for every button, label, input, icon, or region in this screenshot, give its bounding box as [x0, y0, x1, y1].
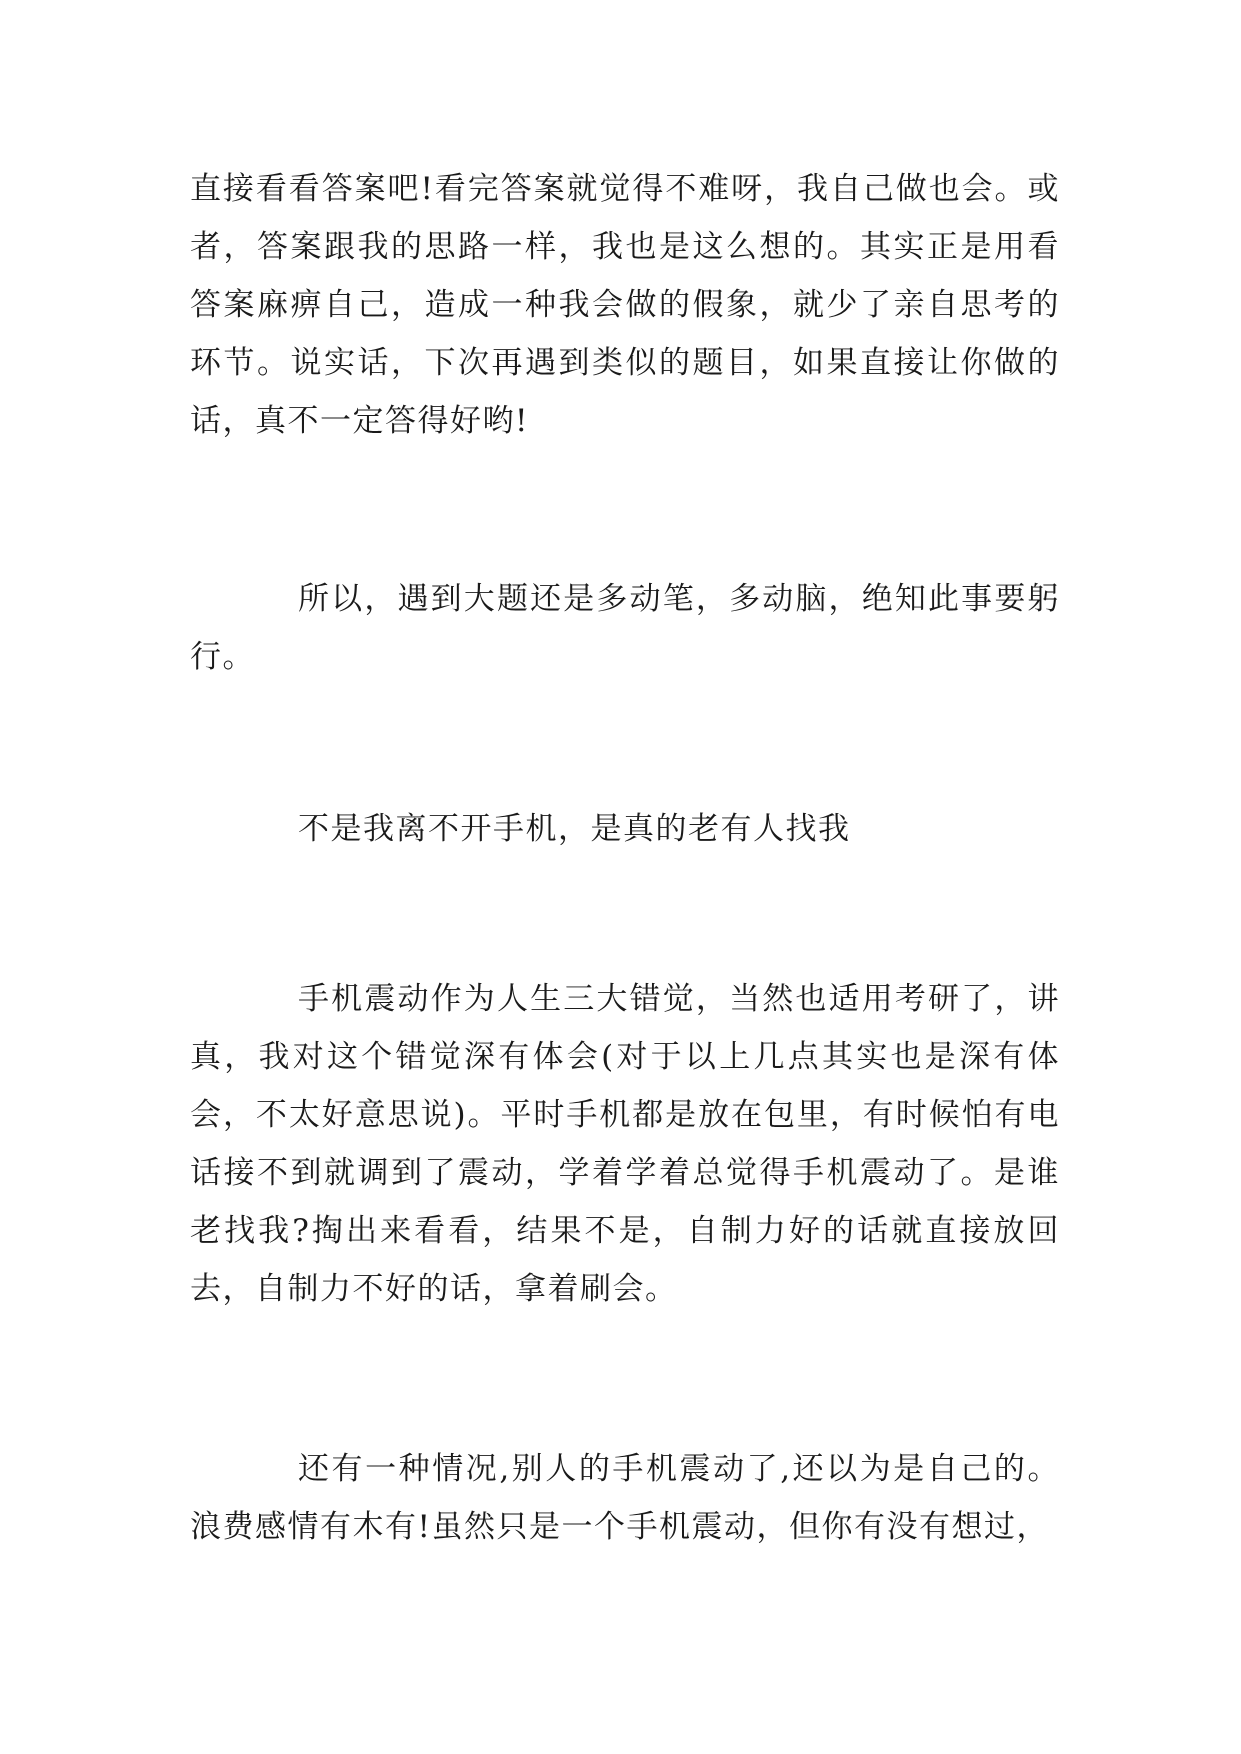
paragraph-answer-checking: 直接看看答案吧!看完答案就觉得不难呀，我自己做也会。或者，答案跟我的思路一样，我也是这么想的。其实正是用看答案麻痹自己，造成一种我会做的假象，就少了亲自思考的环节。说实话，下次再遇到类似的题目，如果直接让你做的话，真不一定答得好哟! [190, 171, 1060, 439]
paragraph-practice-advice: 所以，遇到大题还是多动笔，多动脑，绝知此事要躬行。 [190, 581, 1060, 675]
section-heading-phone: 不是我离不开手机，是真的老有人找我 [298, 811, 851, 847]
paragraph-other-phone: 还有一种情况,别人的手机震动了,还以为是自己的。浪费感情有木有!虽然只是一个手机震动，但你有没有想过， [190, 1451, 1060, 1545]
paragraph-phone-vibration: 手机震动作为人生三大错觉，当然也适用考研了，讲真，我对这个错觉深有体会(对于以上几点其实也是深有体会，不太好意思说)。平时手机都是放在包里，有时候怕有电话接不到就调到了震动，学着学着总觉得手机震动了。是谁老找我?掏出来看看，结果不是，自制力好的话就直接放回去，自制力不好的话，拿着刷会。 [190, 981, 1060, 1307]
